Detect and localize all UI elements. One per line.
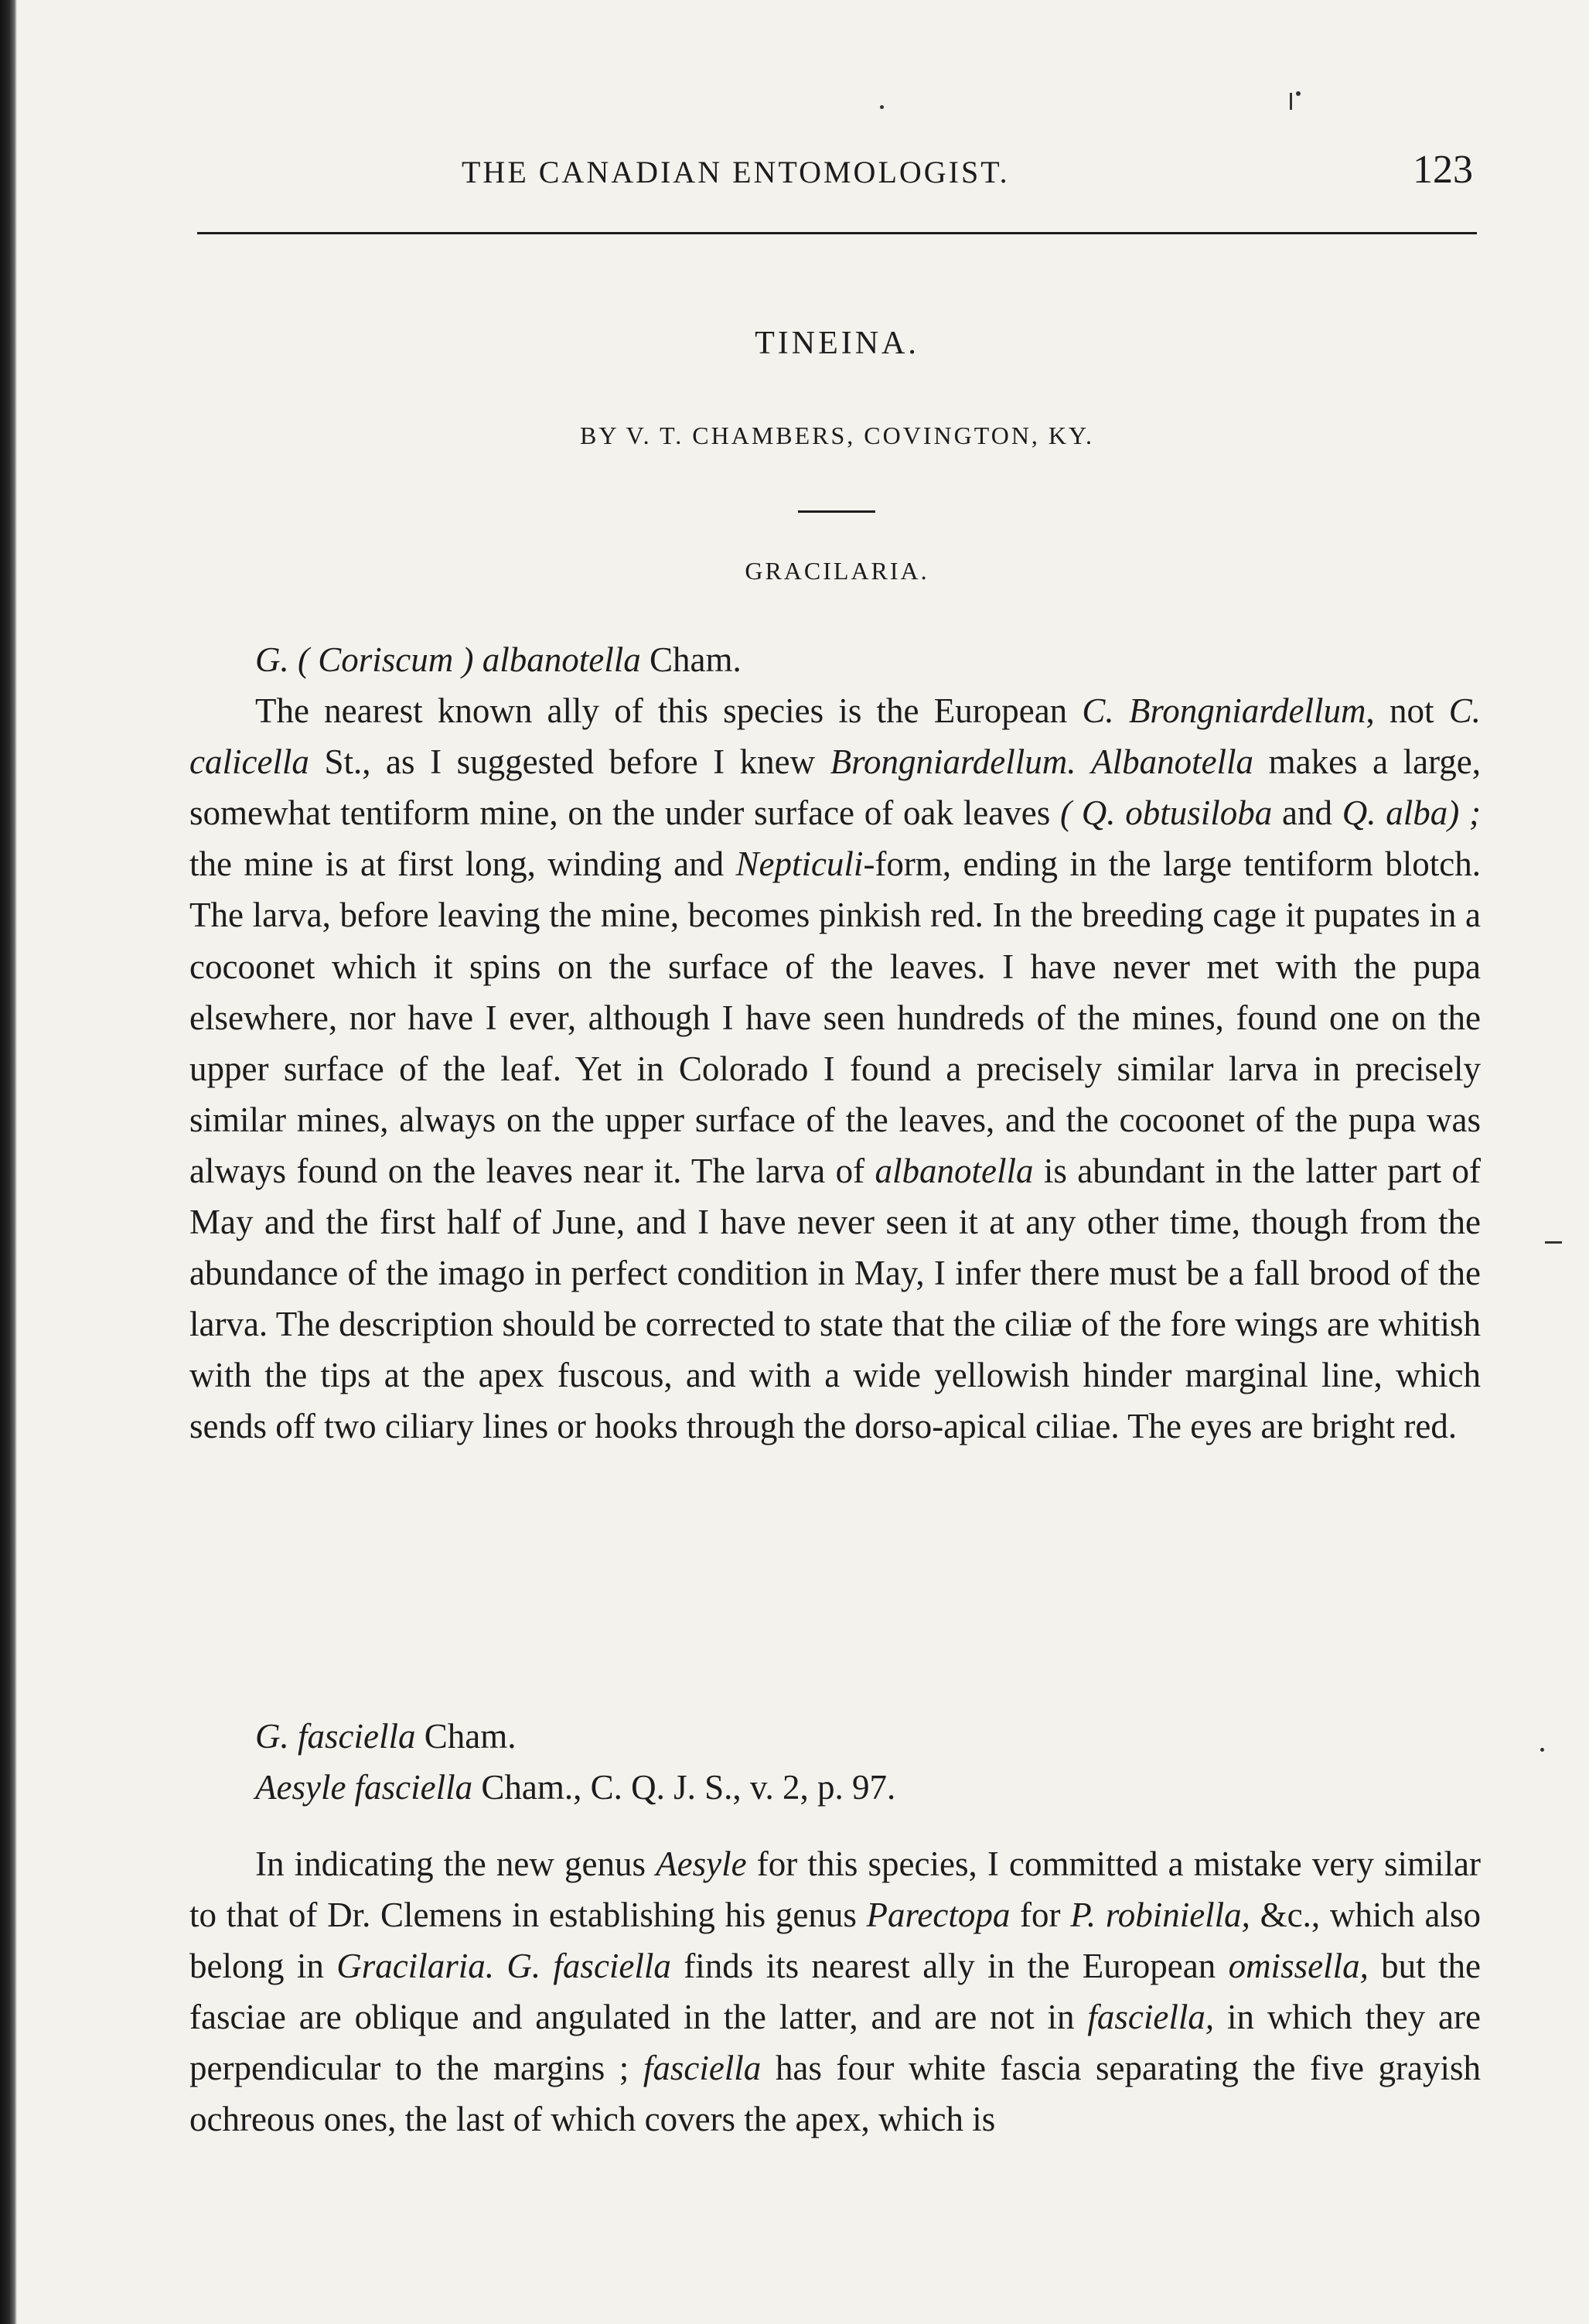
print-speck [880, 105, 884, 109]
section-heading: GRACILARIA. [745, 557, 929, 585]
species-heading [189, 1711, 1481, 1762]
synonym-reference: Cham., C. Q. J. S., v. 2, p. 97. [472, 1768, 896, 1807]
italic-run: G. fasciella [506, 1947, 671, 1986]
species-synonym [189, 1762, 1481, 1813]
title-divider [798, 510, 875, 513]
italic-run: Nepticuli [735, 845, 864, 884]
italic-run: ( Q. obtusiloba [1059, 793, 1273, 833]
header-rule [197, 232, 1477, 234]
italic-run: Albanotella [1091, 742, 1254, 782]
italic-run: albanotella [875, 1151, 1034, 1190]
synonym-name: Aesyle fasciella [255, 1768, 473, 1807]
print-speck [1540, 1748, 1544, 1752]
print-speck [1545, 1241, 1562, 1244]
italic-run: C. calicella [189, 691, 1481, 782]
print-speck [1290, 93, 1292, 110]
species-block-albanotella [189, 634, 1481, 1452]
print-speck [1296, 91, 1301, 96]
species-paragraph: In indicating the new genus Aesyle for this species, I committed a mistake very similar to that of Dr. Clemens in establishing his genus Parectopa for P. robiniella, &c., which also belong in Gracilaria. G. fasciella finds its nearest ally in the European omissella, but the fasciae are oblique and angulated in the latter, and are not in fasciella, in which they are perpendicular to the margins ; fasciella has four white fascia separating the five grayish ochreous ones, the last of which covers the apex, which is [189, 1845, 1482, 2139]
italic-run: fasciella [643, 2049, 762, 2088]
italic-run: omissella, [1228, 1947, 1369, 1986]
journal-title: THE CANADIAN ENTOMOLOGIST. [462, 155, 1010, 189]
article-title: TINEINA. [755, 326, 919, 361]
species-paragraph: The nearest known ally of this species is the European C. Brongniardellum, not C. calicella St., as I suggested before I knew Brongniardellum. Albanotella makes a large, somewhat tentiform mine, on the under surface of oak leaves ( Q. obtusiloba and Q. alba) ; the mine is at first long, winding and Nepticuli-form, ending in the large tentiform blotch. The larva, before leaving the mine, becomes pinkish red. In the breeding cage it pupates in a cocoonet which it spins on the surface of the leaves. I have never met with the pupa elsewhere, nor have I ever, although I have seen hundreds of the mines, found one on the upper surface of the leaf. Yet in Colorado I found a precisely similar larva in precisely similar mines, always on the upper surface of the leaves, and the cocoonet of the pupa was always found on the leaves near it. The larva of albanotella is abundant in the latter part of May and the first half of June, and I have never seen it at any other time, though from the abundance of the imago in perfect condition in May, I infer there must be a fall brood of the larva. The description should be corrected to state that the ciliæ of the fore wings are whitish with the tips at the apex fuscous, and with a wide yellowish hinder marginal line, which sends off two ciliary lines or hooks through the dorso-apical ciliae. The eyes are bright red. [189, 691, 1482, 1446]
page-number: 123 [1413, 148, 1473, 192]
italic-run: C. Brongniardellum [1082, 691, 1366, 731]
italic-run: Brongniardellum. [830, 742, 1076, 782]
italic-run: fasciella, [1087, 1998, 1215, 2037]
italic-run: Parectopa [866, 1896, 1011, 1935]
italic-run: Aesyle [656, 1845, 747, 1883]
species-author: Cham. [640, 640, 742, 679]
species-block-fasciella-heading [189, 1711, 1481, 1813]
book-binding-shadow [0, 0, 17, 2324]
species-name: G. ( Coriscum ) albanotella [255, 640, 641, 679]
species-author: Cham. [415, 1717, 517, 1756]
italic-run: Q. alba) ; [1342, 793, 1481, 833]
species-name: G. fasciella [255, 1717, 416, 1756]
italic-run: Gracilaria. [336, 1947, 494, 1986]
species-heading [189, 634, 1481, 685]
italic-run: P. robiniella, [1070, 1896, 1250, 1935]
species-block-fasciella-text [189, 1838, 1481, 2145]
article-byline: BY V. T. CHAMBERS, COVINGTON, KY. [579, 421, 1095, 449]
page-header [197, 147, 1473, 193]
